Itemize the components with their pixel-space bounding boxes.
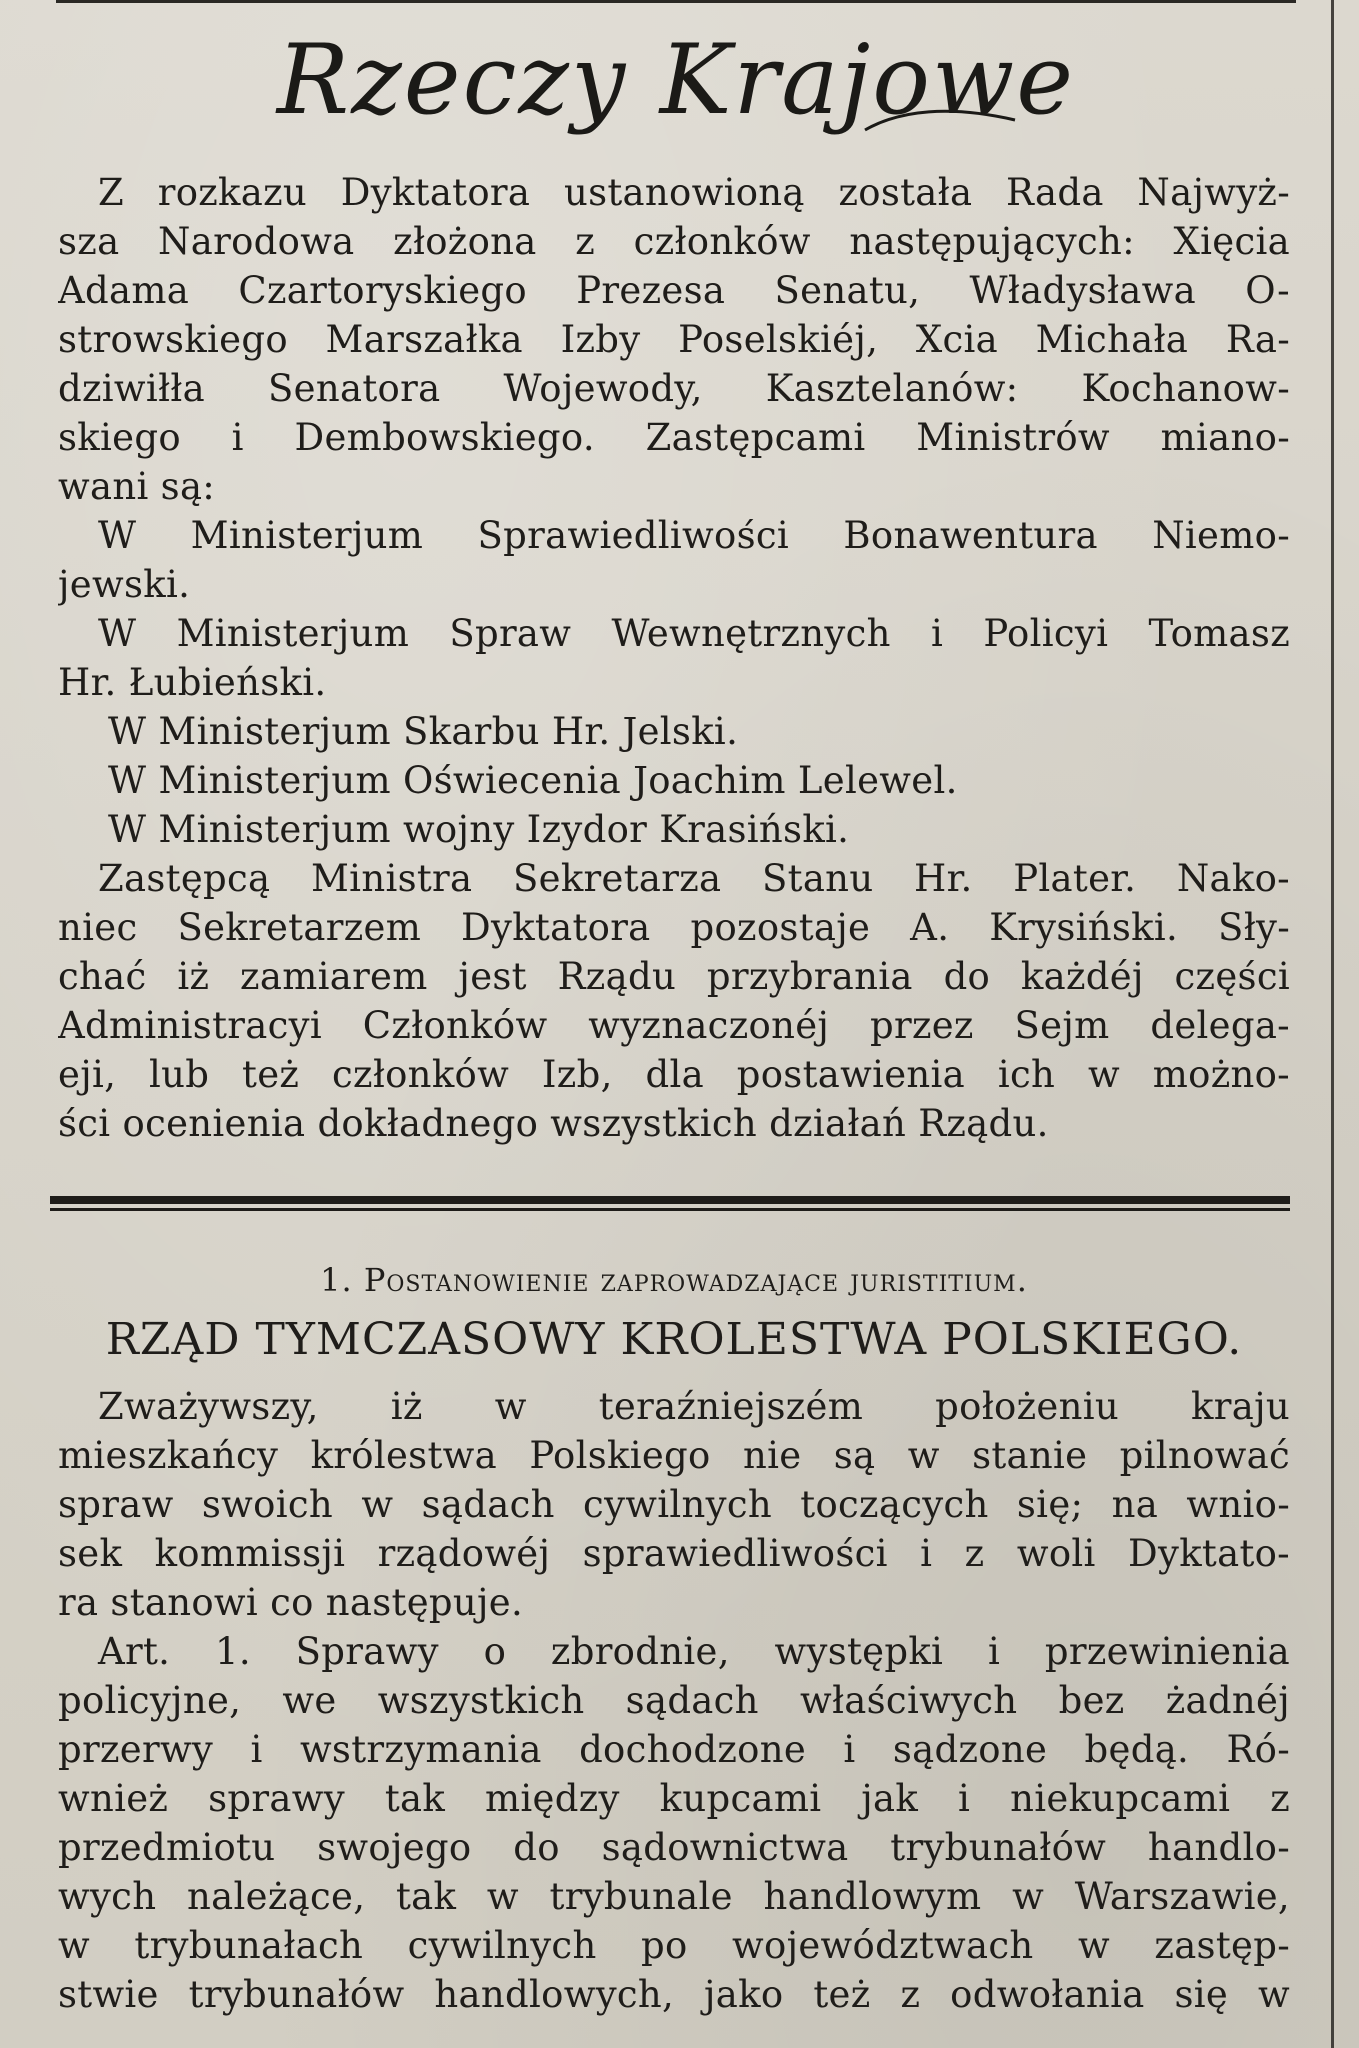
text-line: stwie trybunałów handlowych, jako też z odwołania się w [58,1973,1290,2016]
text-line: Art. 1. Sprawy o zbrodnie, występki i przewinienia [98,1630,1290,1673]
text-line: ści ocenienia dokładnego wszystkich działań Rządu. [58,1102,1049,1145]
text-line: eji, lub też członków Izb, dla postawienia ich w możno- [58,1053,1290,1096]
text-line: ra stanowi co następuje. [58,1581,524,1624]
text-line: Hr. Łubieński. [58,661,327,704]
section-separator [50,1196,1290,1214]
text-line: Z rozkazu Dyktatora ustanowioną została Rada Najwyż- [98,171,1290,214]
text-line: przedmiotu swojego do sądownictwa trybunałów handlo- [58,1826,1290,1869]
text-line: Zastępcą Ministra Sekretarza Stanu Hr. Plater. Nako- [98,857,1290,900]
text-line: wych należące, tak w trybunale handlowym w Warszawie, [58,1875,1290,1918]
text-line: przerwy i wstrzymania dochodzone i sądzone będą. Ró- [58,1728,1290,1771]
text-line: policyjne, we wszystkich sądach właściwych bez żadnéj [58,1679,1290,1722]
text-line: w trybunałach cywilnych po województwach w zastęp- [58,1924,1290,1967]
text-line: Adama Czartoryskiego Prezesa Senatu, Władysława O- [58,269,1290,312]
top-rule [56,0,1296,3]
text-line: W Ministerjum Spraw Wewnętrznych i Policyi Tomasz [98,612,1290,655]
text-line: mieszkańcy królestwa Polskiego nie są w stanie pilnować [58,1434,1290,1477]
text-line: Administracyi Członków wyznaczonéj przez Sejm delega- [58,1004,1290,1047]
decree-heading: RZĄD TYMCZASOWY KROLESTWA POLSKIEGO. [105,1314,1243,1365]
column-rule [1331,0,1334,2048]
article-decree [58,1382,1290,2019]
masthead-flourish [860,100,1020,140]
text-line: W Ministerjum Oświecenia Joachim Lelewel. [108,759,958,802]
text-line: skiego i Dembowskiego. Zastępcami Ministrów miano- [58,416,1290,459]
masthead: Rzeczy Krajowe [276,24,1076,136]
article-rzeczy-krajowe [58,168,1290,1148]
text-line: jewski. [58,563,191,606]
text-line: W Ministerjum wojny Izydor Krasiński. [108,808,850,851]
text-line: sek kommissji rządowéj sprawiedliwości i z woli Dyktato- [58,1532,1290,1575]
text-line: spraw swoich w sądach cywilnych toczących się; na wnio- [58,1483,1290,1526]
text-line: wani są: [58,465,216,508]
text-line: Zważywszy, iż w teraźniejszém położeniu kraju [98,1385,1290,1428]
text-line: strowskiego Marszałka Izby Poselskiéj, Xcia Michała Ra- [58,318,1290,361]
text-line: sza Narodowa złożona z członków następujących: Xięcia [58,220,1290,263]
text-line: W Ministerjum Sprawiedliwości Bonawentura Niemo- [98,514,1290,557]
text-line: niec Sekretarzem Dyktatora pozostaje A. Krysiński. Sły- [58,906,1290,949]
text-line: wnież sprawy tak między kupcami jak i niekupcami z [58,1777,1290,1820]
decree-subheading: 1. Postanowienie zaprowadzające juristitium. [320,1261,1028,1299]
text-line: chać iż zamiarem jest Rządu przybrania do każdéj części [58,955,1290,998]
text-line: dziwiłła Senatora Wojewody, Kasztelanów: Kochanow- [58,367,1290,410]
text-line: W Ministerjum Skarbu Hr. Jelski. [108,710,739,753]
